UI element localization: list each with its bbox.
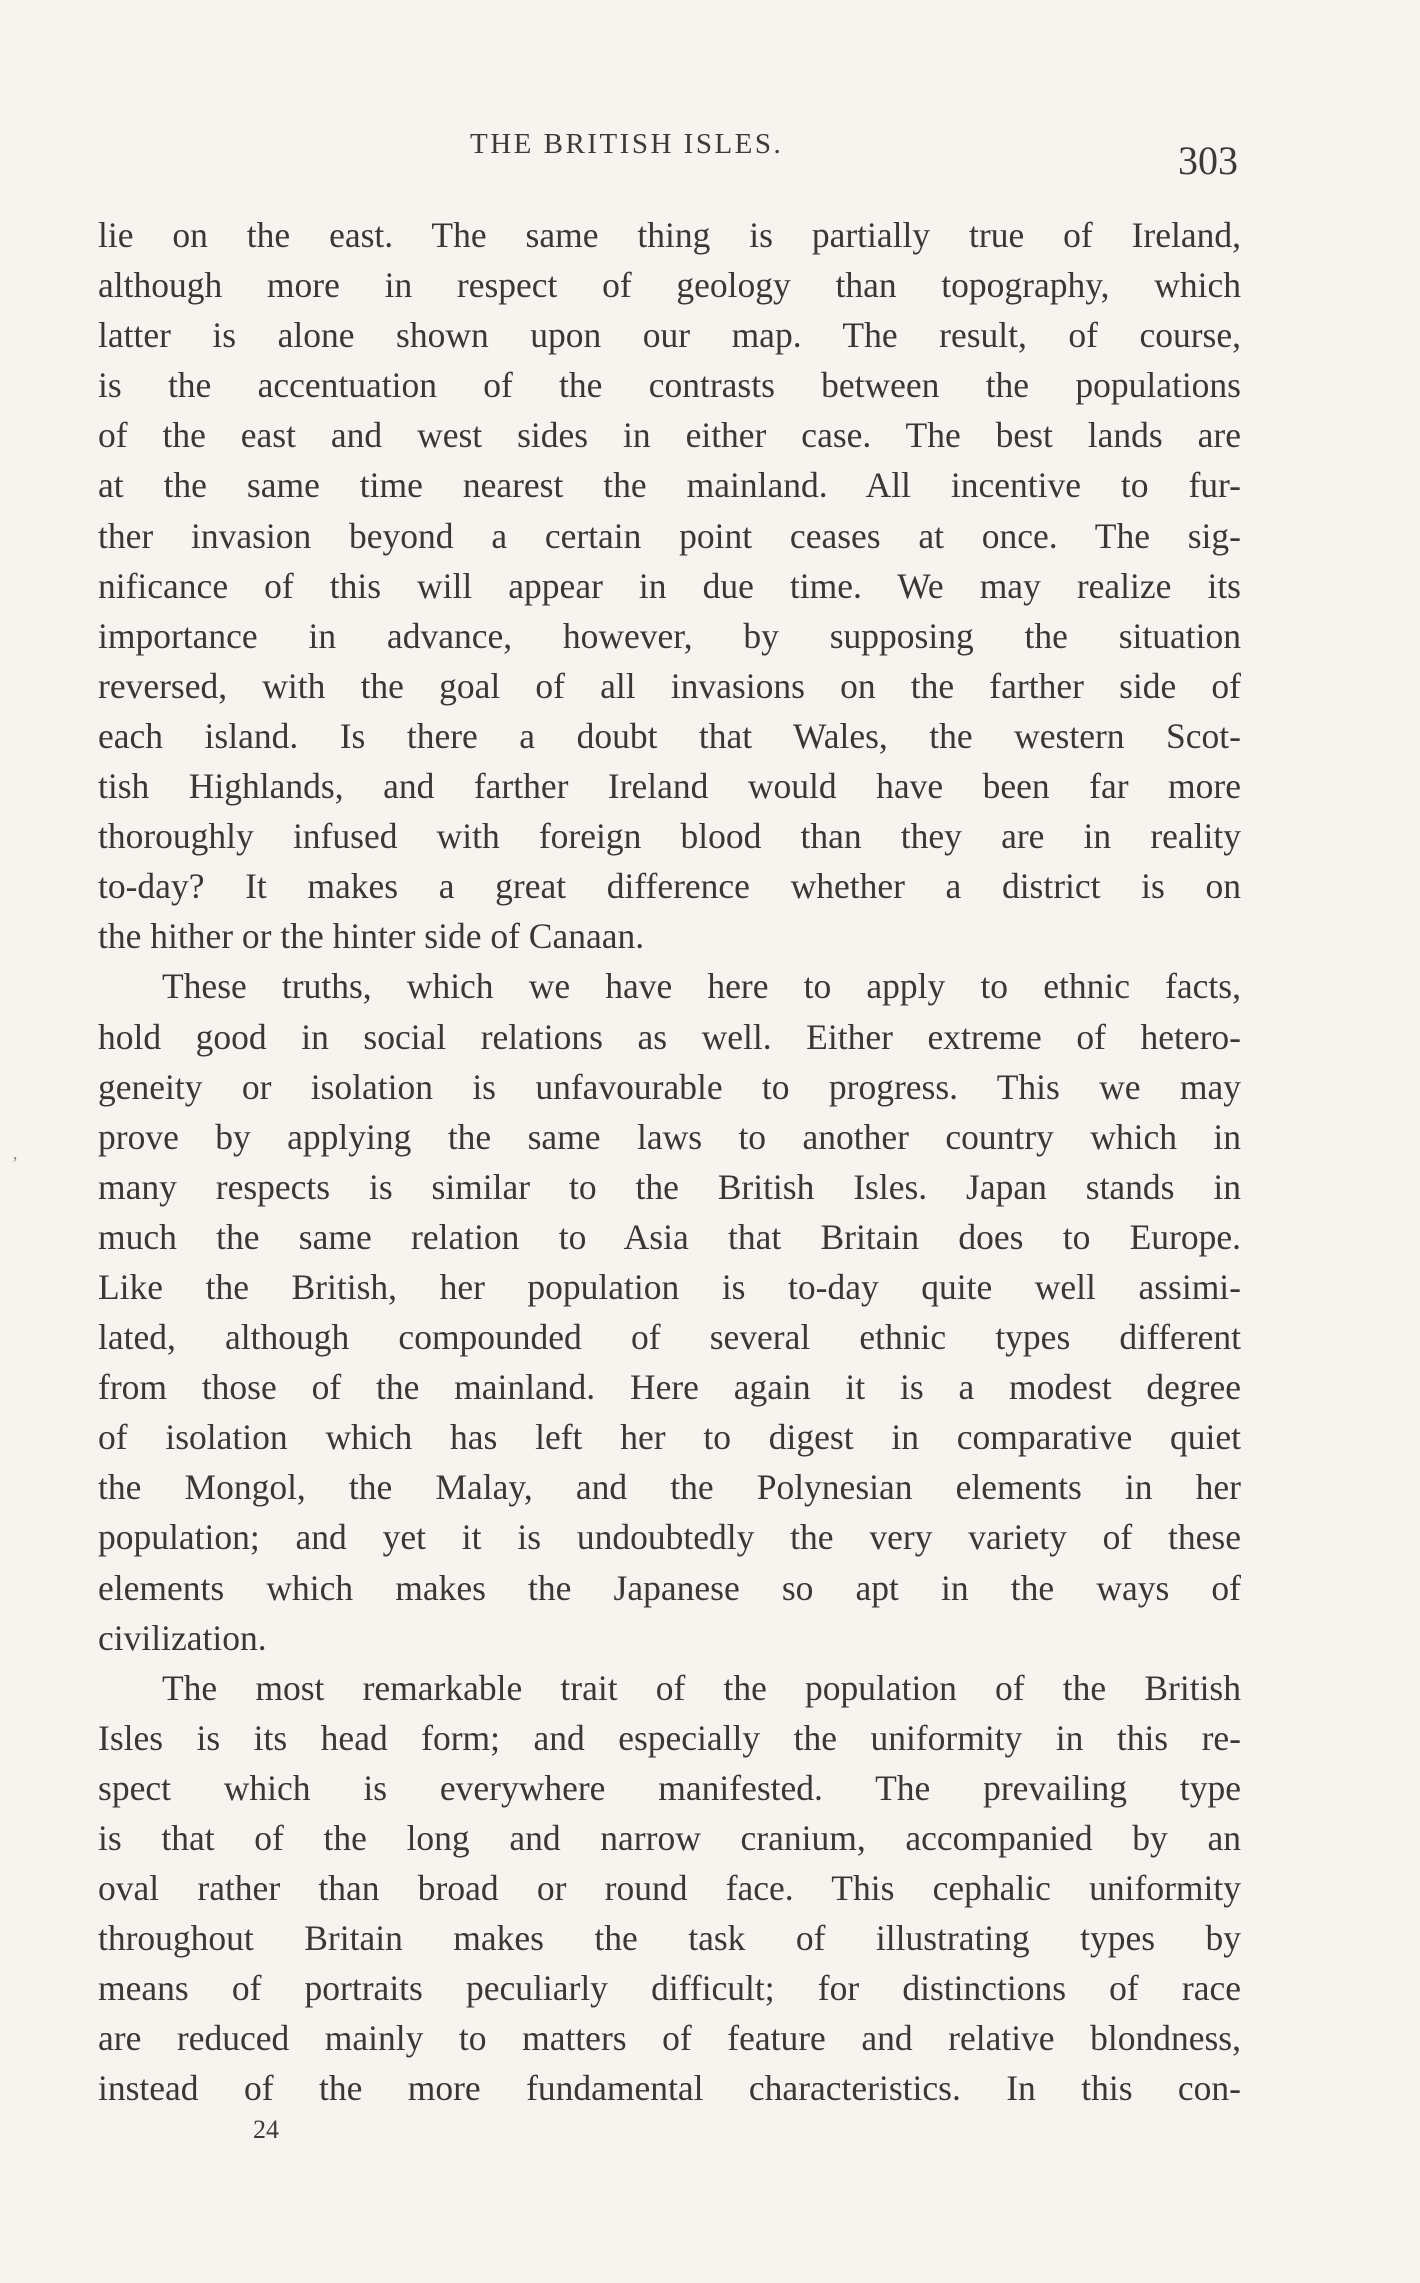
text-line: throughout Britain makes the task of illustrating types by <box>98 1918 1241 1959</box>
text-line: prove by applying the same laws to another country which in <box>98 1116 1241 1157</box>
text-line: nificance of this will appear in due time. We may realize its <box>98 565 1241 606</box>
text-line: are reduced mainly to matters of feature and relative blondness, <box>98 2018 1241 2059</box>
page-number: 303 <box>1178 138 1238 183</box>
text-line: of the east and west sides in either case. The best lands are <box>98 415 1241 456</box>
text-line: much the same relation to Asia that Britain does to Europe. <box>98 1216 1241 1257</box>
text-line: elements which makes the Japanese so apt in the ways of <box>98 1567 1241 1608</box>
signature-mark: 24 <box>253 2115 279 2144</box>
text-line: lie on the east. The same thing is partially true of Ireland, <box>98 215 1241 255</box>
text-line: lated, although compounded of several ethnic types different <box>98 1317 1241 1358</box>
text-line: to-day? It makes a great difference whether a district is on <box>98 866 1241 907</box>
text-line: many respects is similar to the British Isles. Japan stands in <box>98 1166 1241 1207</box>
body-text <box>98 210 1241 2114</box>
text-line: the hither or the hinter side of Canaan. <box>98 916 645 957</box>
text-line: reversed, with the goal of all invasions on the farther side of <box>98 665 1241 706</box>
text-line: population; and yet it is undoubtedly the very variety of these <box>98 1517 1241 1558</box>
text-line: latter is alone shown upon our map. The result, of course, <box>98 315 1241 356</box>
text-line: geneity or isolation is unfavourable to progress. This we may <box>98 1066 1241 1107</box>
text-line: from those of the mainland. Here again it is a modest degree <box>98 1367 1241 1408</box>
text-line: means of portraits peculiarly difficult; for distinctions of race <box>98 1968 1241 2009</box>
text-line: importance in advance, however, by supposing the situation <box>98 615 1241 656</box>
text-line: at the same time nearest the mainland. All incentive to fur- <box>98 465 1241 506</box>
text-line: oval rather than broad or round face. This cephalic uniformity <box>98 1868 1241 1909</box>
text-line: thoroughly infused with foreign blood than they are in reality <box>98 816 1241 857</box>
text-line: is the accentuation of the contrasts between the populations <box>98 365 1241 406</box>
text-line: the Mongol, the Malay, and the Polynesian elements in her <box>98 1467 1241 1508</box>
text-line: These truths, which we have here to apply to ethnic facts, <box>162 966 1241 1007</box>
text-line: hold good in social relations as well. Either extreme of hetero- <box>98 1016 1241 1057</box>
text-line: civilization. <box>98 1617 267 1658</box>
text-line: The most remarkable trait of the population of the British <box>162 1667 1241 1708</box>
text-line: ther invasion beyond a certain point ceases at once. The sig- <box>98 515 1241 556</box>
text-line: each island. Is there a doubt that Wales, the western Scot- <box>98 715 1241 756</box>
text-line: of isolation which has left her to digest in comparative quiet <box>98 1417 1241 1458</box>
margin-speck: ‚ <box>12 1143 18 1163</box>
text-line: tish Highlands, and farther Ireland would have been far more <box>98 766 1241 807</box>
text-line: is that of the long and narrow cranium, accompanied by an <box>98 1818 1241 1858</box>
text-line: Like the British, her population is to-day quite well assimi- <box>98 1266 1241 1307</box>
text-line: spect which is everywhere manifested. The prevailing type <box>98 1767 1241 1808</box>
text-line: although more in respect of geology than topography, which <box>98 265 1241 306</box>
running-title: THE BRITISH ISLES. <box>470 128 784 160</box>
text-line: instead of the more fundamental characteristics. In this con- <box>98 2068 1241 2109</box>
text-line: Isles is its head form; and especially the uniformity in this re- <box>98 1717 1241 1758</box>
